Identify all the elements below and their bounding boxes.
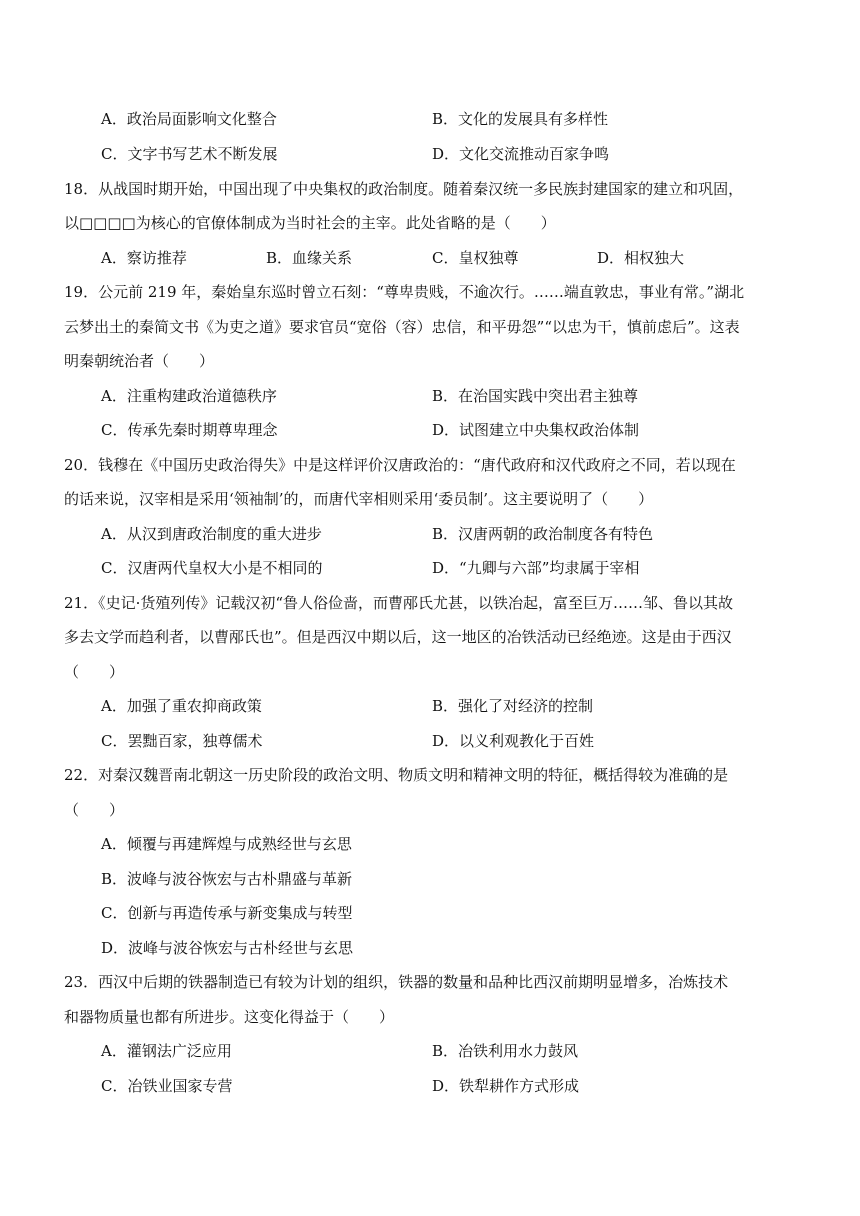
q20-option-b: B．汉唐两朝的政治制度各有特色: [432, 525, 654, 543]
q17-option-a: A．政治局面影响文化整合: [101, 110, 277, 128]
q20-stem-line1: 20．钱穆在《中国历史政治得失》中是这样评价汉唐政治的：“唐代政府和汉代政府之不同，若以现在: [64, 456, 736, 474]
q21-stem-line1: 21．《史记·货殖列传》记载汉初“鲁人俗俭啬，而曹邴氏尤甚，以铁冶起，富至巨万……邹、鲁以其故: [64, 594, 734, 612]
q23-option-d: D．铁犁耕作方式形成: [432, 1077, 580, 1095]
q21-option-a: A．加强了重农抑商政策: [101, 697, 262, 715]
q21-stem-line3: （ ）: [64, 663, 125, 681]
q20-stem-line2: 的话来说，汉宰相是采用‘领袖制’的，而唐代宰相则采用‘委员制’。这主要说明了（ ）: [64, 490, 654, 508]
q20-option-c: C．汉唐两代皇权大小是不相同的: [101, 559, 323, 577]
q17-option-b: B．文化的发展具有多样性: [432, 110, 609, 128]
q17-option-c: C．文字书写艺术不断发展: [101, 145, 278, 163]
q21-option-d: D．以义利观教化于百姓: [432, 732, 595, 750]
q23-option-a: A．灌钢法广泛应用: [101, 1042, 232, 1060]
q21-option-c: C．罢黜百家，独尊儒术: [101, 732, 263, 750]
q23-stem-line2: 和器物质量也都有所进步。这变化得益于（ ）: [64, 1008, 395, 1026]
q19-option-a: A．注重构建政治道德秩序: [101, 387, 277, 405]
q23-option-c: C．冶铁业国家专营: [101, 1077, 233, 1095]
q22-stem-line1: 22．对秦汉魏晋南北朝这一历史阶段的政治文明、物质文明和精神文明的特征，概括得较为准确的是: [64, 766, 729, 784]
q19-stem-line2: 云梦出土的秦简文书《为吏之道》要求官员“宽俗（容）忠信，和平毋怨”“以忠为干，慎前虑后”。这表: [64, 318, 740, 336]
q18-option-a: A．察访推荐: [101, 249, 187, 267]
q19-option-c: C．传承先秦时期尊卑理念: [101, 421, 278, 439]
q18-stem-line1: 18．从战国时期开始，中国出现了中央集权的政治制度。随着秦汉统一多民族封建国家的建立和巩固，: [64, 180, 744, 198]
q22-option-d: D．波峰与波谷恢宏与古朴经世与玄思: [101, 939, 354, 957]
q19-stem-line1: 19．公元前 219 年，秦始皇东巡时曾立石刻：“尊卑贵贱，不逾次行。……端直敦忠，事业有常。”湖北: [64, 283, 745, 301]
q19-option-b: B．在治国实践中突出君主独尊: [432, 387, 639, 405]
q18-option-c: C．皇权独尊: [432, 249, 519, 267]
q22-option-a: A．倾覆与再建辉煌与成熟经世与玄思: [101, 835, 352, 853]
q19-option-d: D．试图建立中央集权政治体制: [432, 421, 640, 439]
q18-option-d: D．相权独大: [597, 249, 685, 267]
q22-stem-line2: （ ）: [64, 801, 125, 819]
q23-stem-line1: 23．西汉中后期的铁器制造已有较为计划的组织，铁器的数量和品种比西汉前期明显增多，冶炼技术: [64, 973, 729, 991]
q21-stem-line2: 多去文学而趋利者，以曹邴氏也”。但是西汉中期以后，这一地区的冶铁活动已经绝迹。这是由于西汉: [64, 628, 732, 646]
q19-stem-line3: 明秦朝统治者（ ）: [64, 352, 215, 370]
q21-option-b: B．强化了对经济的控制: [432, 697, 594, 715]
q18-stem-line2: 以□□□□为核心的官僚体制成为当时社会的主宰。此处省略的是（ ）: [64, 214, 556, 232]
q20-option-d: D．“九卿与六部”均隶属于宰相: [432, 559, 640, 577]
q23-option-b: B．冶铁利用水力鼓风: [432, 1042, 579, 1060]
q20-option-a: A．从汉到唐政治制度的重大进步: [101, 525, 322, 543]
q18-option-b: B．血缘关系: [266, 249, 353, 267]
q22-option-b: B．波峰与波谷恢宏与古朴鼎盛与革新: [101, 870, 353, 888]
q22-option-c: C．创新与再造传承与新变集成与转型: [101, 904, 353, 922]
q17-option-d: D．文化交流推动百家争鸣: [432, 145, 610, 163]
